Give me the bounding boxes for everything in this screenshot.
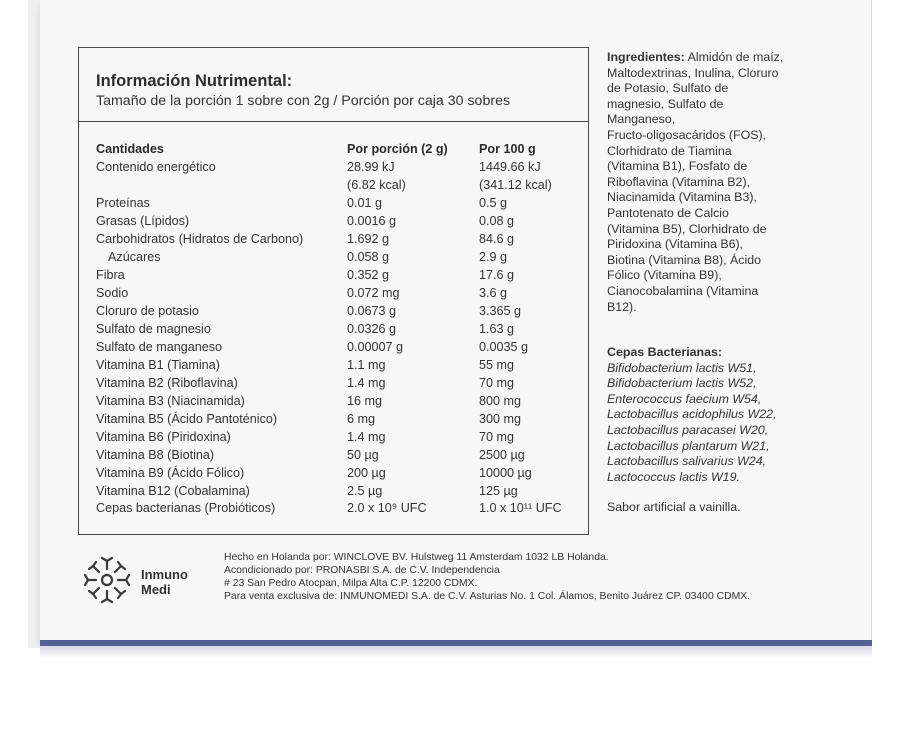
- nutrient-per-portion: 2.0 x 10⁹ UFC: [347, 501, 427, 515]
- strains-block: [607, 345, 807, 485]
- strain-item: Lactobacillus acidophilus W22,: [607, 407, 777, 422]
- nutrient-per-100g: 1449.66 kJ: [479, 160, 541, 174]
- nutrient-per-100g: 800 mg: [479, 394, 522, 408]
- nutrient-per-100g: 17.6 g: [479, 268, 515, 282]
- nutrient-per-100g: 0.5 g: [479, 196, 508, 210]
- ingredients-line: Clorhidrato de Tiamina: [607, 143, 732, 158]
- nutrient-per-100g: 70 mg: [479, 376, 515, 390]
- ingredients-line: B12).: [607, 299, 637, 314]
- nutrient-per-100g: 3.6 g: [479, 286, 508, 300]
- nutrient-name: Cloruro de potasio: [96, 304, 199, 318]
- nutrient-per-portion: 16 mg: [347, 394, 383, 408]
- nutrient-per-portion: 1.4 mg: [347, 376, 386, 390]
- nutrient-per-portion: 6 mg: [347, 412, 375, 426]
- nutrient-per-portion: 0.00007 g: [347, 340, 404, 354]
- header-portion: Por porción (2 g): [347, 142, 448, 156]
- nutrient-per-100g: 70 mg: [479, 430, 515, 444]
- ingredients-line: Fructo-oligosacáridos (FOS),: [607, 127, 767, 142]
- nutrient-per-portion: 1.692 g: [347, 232, 390, 246]
- strains-list: [607, 361, 807, 486]
- nutrient-per-portion: 1.4 mg: [347, 430, 386, 444]
- brand-line-2: Medi: [141, 582, 171, 597]
- nutrient-per-portion: 50 µg: [347, 448, 379, 462]
- nutrient-name: Vitamina B2 (Riboflavina): [96, 376, 238, 390]
- ingredients-line: Almidón de maíz,: [684, 50, 784, 64]
- nutrient-name: Sulfato de magnesio: [96, 322, 211, 336]
- nutrient-name: Sodio: [96, 286, 129, 300]
- ingredients-line: Manganeso,: [607, 112, 676, 127]
- nutrient-name: Cepas bacterianas (Probióticos): [96, 501, 276, 515]
- nutrient-per-100g: 1.63 g: [479, 322, 515, 336]
- nutrient-name: Sulfato de manganeso: [96, 340, 223, 354]
- nutrient-name: Vitamina B5 (Ácido Pantoténico): [96, 412, 278, 426]
- footer-line-2: Acondicionado por: PRONASBI S.A. de C.V. Independencia: [224, 565, 500, 576]
- ingredients-text: [607, 50, 783, 314]
- nutrient-per-portion: 0.0673 g: [347, 304, 397, 318]
- nutrient-per-100g: 3.365 g: [479, 304, 522, 318]
- brand-line-1: Inmuno: [141, 567, 188, 582]
- footer-line-1: Hecho en Holanda por: WINCLOVE BV. Hulstweg 11 Amsterdam 1032 LB Holanda.: [224, 552, 609, 563]
- nutrient-per-100g: 0.08 g: [479, 214, 515, 228]
- nutrient-per-100g: 0.0035 g: [479, 340, 529, 354]
- nutrient-per-portion: 200 µg: [347, 466, 386, 480]
- strain-item: Lactobacillus salivarius W24,: [607, 454, 767, 469]
- strains-label: Cepas Bacterianas:: [607, 345, 723, 359]
- nutrient-per-portion: 28.99 kJ: [347, 160, 395, 174]
- strain-item: Lactobacillus paracasei W20,: [607, 422, 769, 437]
- nutrient-name: Carbohidratos (Hidratos de Carbono): [96, 232, 304, 246]
- nutrient-name: Vitamina B3 (Niacinamida): [96, 394, 245, 408]
- ingredients-line: Piridoxina (Vitamina B6),: [607, 237, 744, 252]
- nutrient-per-portion: 0.01 g: [347, 196, 383, 210]
- nutrient-per-portion: 0.0016 g: [347, 214, 397, 228]
- ingredients-line: Maltodextrinas, Inulina, Cloruro: [607, 65, 779, 80]
- ingredients-line: Riboflavina (Vitamina B2),: [607, 174, 751, 189]
- nutrient-name: Proteínas: [96, 196, 150, 210]
- ingredients-block: [607, 50, 807, 315]
- ingredients-line: Fólico (Vitamina B9),: [607, 268, 722, 283]
- nutrient-per-portion: 2.5 µg: [347, 484, 383, 498]
- nutrient-per-100g: 1.0 x 10¹¹ UFC: [479, 501, 562, 515]
- nutrient-per-100g: 84.6 g: [479, 232, 515, 246]
- box-shadow: [40, 646, 872, 658]
- nutrient-name: Vitamina B9 (Ácido Fólico): [96, 466, 245, 480]
- ingredients-line: (Vitamina B5), Clorhidrato de: [607, 221, 767, 236]
- nutrient-name: Vitamina B6 (Piridoxina): [96, 430, 231, 444]
- panel-title: Información Nutrimental:: [96, 72, 293, 90]
- nutrient-per-portion: (6.82 kcal): [347, 178, 406, 192]
- panel-subtitle: Tamaño de la porción 1 sobre con 2g / Porción por caja 30 sobres: [96, 93, 511, 109]
- footer-line-3: # 23 San Pedro Atocpan, Milpa Alta C.P. 12200 CDMX.: [224, 578, 478, 589]
- nutrient-name: Grasas (Lípidos): [96, 214, 190, 228]
- nutrient-per-portion: 1.1 mg: [347, 358, 386, 372]
- nutrient-per-portion: 0.058 g: [347, 250, 390, 264]
- nutrient-per-100g: (341.12 kcal): [479, 178, 552, 192]
- nutrient-name: Azúcares: [108, 250, 161, 264]
- ingredients-line: magnesio, Sulfato de: [607, 96, 724, 111]
- background-right: [872, 0, 900, 741]
- header-per100: Por 100 g: [479, 142, 536, 156]
- nutrient-per-portion: 0.072 mg: [347, 286, 400, 300]
- nutrient-name: Contenido energético: [96, 160, 216, 174]
- panel-divider: [78, 121, 589, 122]
- nutrient-name: Vitamina B12 (Cobalamina): [96, 484, 250, 498]
- strain-item: Lactococcus lactis W19.: [607, 469, 740, 484]
- ingredients-line: de Potasio, Sulfato de: [607, 81, 729, 96]
- ingredients-label: Ingredientes:: [607, 50, 685, 64]
- nutrient-per-100g: 125 µg: [479, 484, 518, 498]
- ingredients-line: Pantotenato de Calcio: [607, 205, 729, 220]
- footer-line-4: Para venta exclusiva de: INMUNOMEDI S.A. de C.V. Asturias No. 1 Col. Álamos, Benito Juárez CP. 03400 CDMX.: [224, 591, 751, 602]
- nutrient-per-100g: 2500 µg: [479, 448, 525, 462]
- nutrient-per-portion: 0.352 g: [347, 268, 390, 282]
- strain-item: Bifidobacterium lactis W51,: [607, 360, 757, 375]
- inmunomedi-logo-icon: [80, 553, 134, 607]
- nutrient-name: Vitamina B8 (Biotina): [96, 448, 215, 462]
- nutrient-per-100g: 2.9 g: [479, 250, 508, 264]
- ingredients-line: Niacinamida (Vitamina B3),: [607, 190, 757, 205]
- strain-item: Bifidobacterium lactis W52,: [607, 376, 757, 391]
- nutrient-per-100g: 10000 µg: [479, 466, 532, 480]
- strain-item: Lactobacillus plantarum W21,: [607, 438, 770, 453]
- nutrient-per-portion: 0.0326 g: [347, 322, 397, 336]
- header-name: Cantidades: [96, 142, 164, 156]
- ingredients-line: Cianocobalamina (Vitamina: [607, 283, 759, 298]
- nutrient-per-100g: 55 mg: [479, 358, 515, 372]
- ingredients-line: (Vitamina B1), Fosfato de: [607, 159, 748, 174]
- flavor-note: Sabor artificial a vainilla.: [607, 500, 741, 514]
- nutrient-name: Fibra: [96, 268, 125, 282]
- strain-item: Enterococcus faecium W54,: [607, 391, 762, 406]
- nutrient-per-100g: 300 mg: [479, 412, 522, 426]
- nutrient-name: Vitamina B1 (Tiamina): [96, 358, 220, 372]
- ingredients-line: Biotina (Vitamina B8), Ácido: [607, 252, 762, 267]
